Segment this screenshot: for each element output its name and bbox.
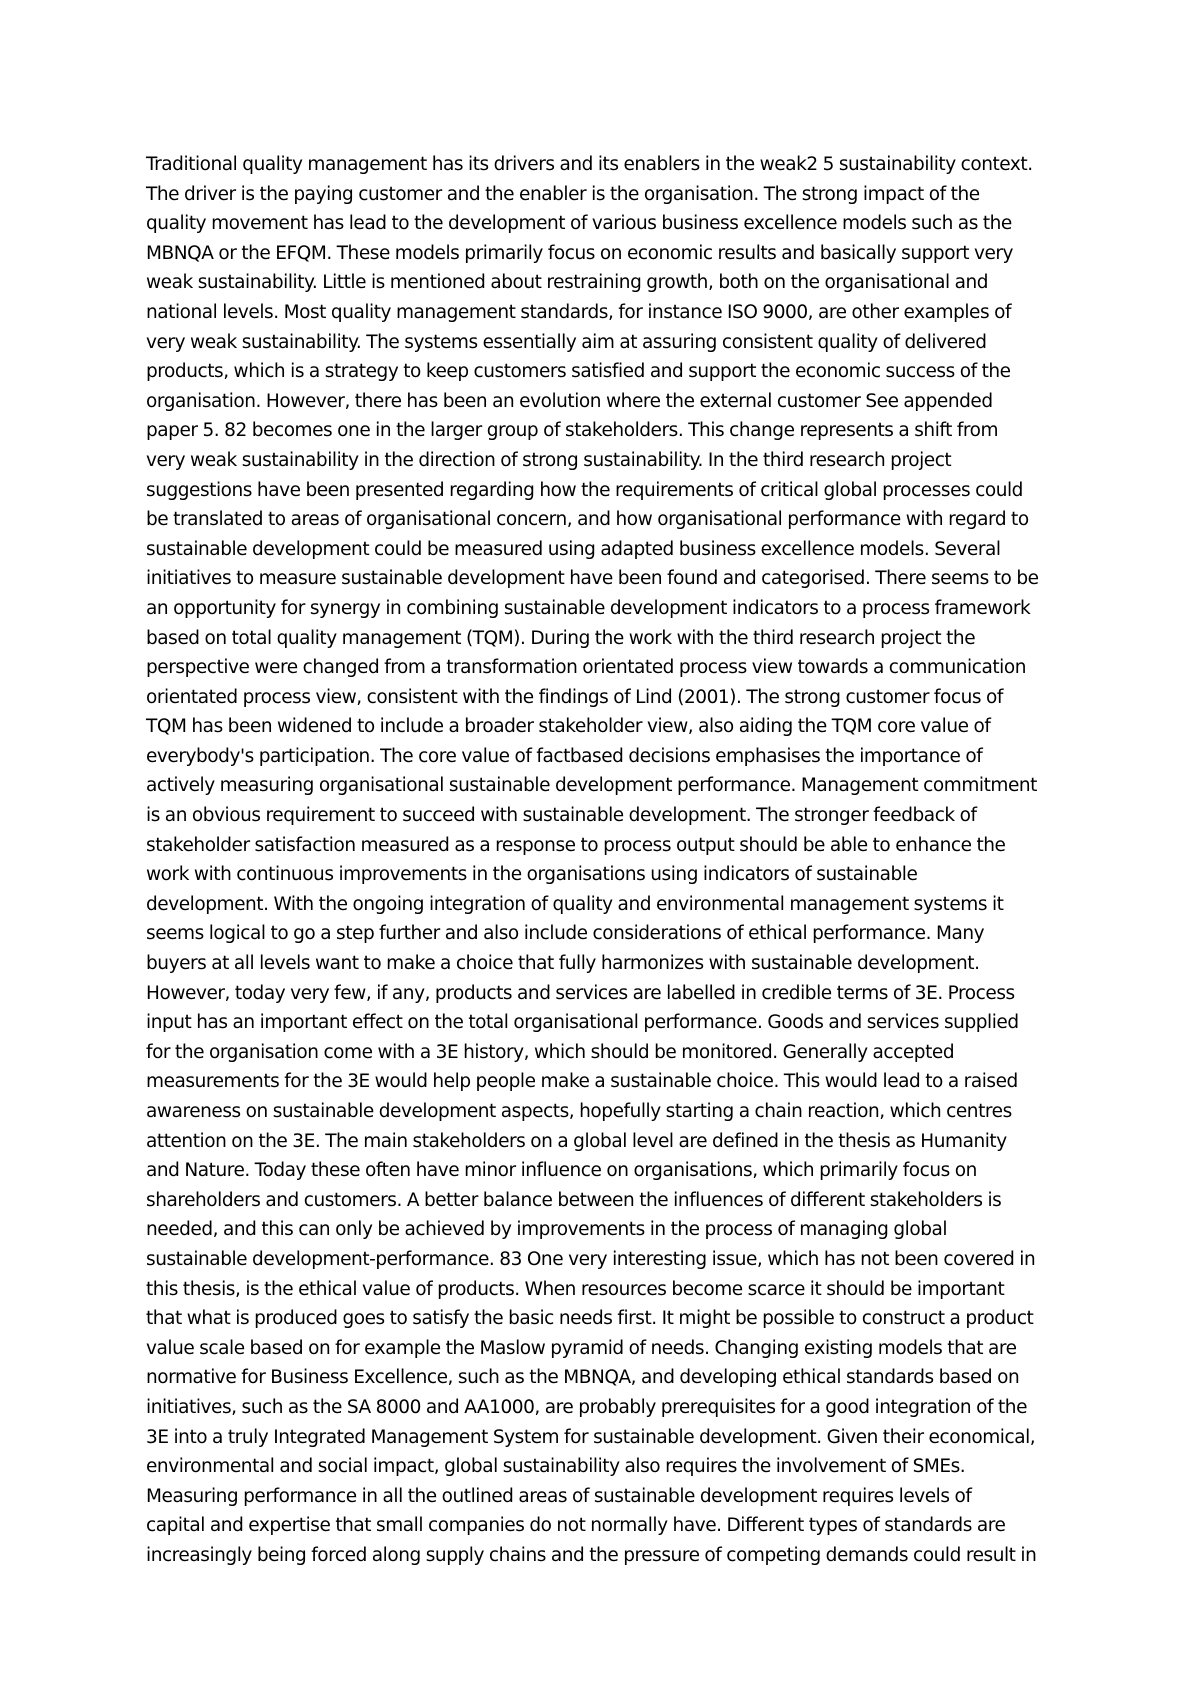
text-line: normative for Business Excellence, such as the MBNQA, and developing ethical standards based on <box>146 1367 1020 1389</box>
text-line: value scale based on for example the Maslow pyramid of needs. Changing existing models that are <box>146 1337 1017 1359</box>
text-line: organisation. However, there has been an evolution where the external customer See appended <box>146 390 993 412</box>
text-line: perspective were changed from a transformation orientated process view towards a communication <box>146 657 1026 679</box>
text-line: quality movement has lead to the development of various business excellence models such as the <box>146 213 1012 235</box>
text-line: that what is produced goes to satisfy the basic needs first. It might be possible to construct a product <box>146 1308 1034 1330</box>
text-line: Traditional quality management has its drivers and its enablers in the weak2 5 sustainability context. <box>146 154 1033 175</box>
text-line: this thesis, is the ethical value of products. When resources become scarce it should be important <box>146 1278 1005 1300</box>
text-line: capital and expertise that small companies do not normally have. Different types of standards are <box>146 1515 1006 1537</box>
text-line: initiatives to measure sustainable development have been found and categorised. There seems to be <box>146 568 1039 590</box>
text-line: 3E into a truly Integrated Management System for sustainable development. Given their economical, <box>146 1426 1036 1448</box>
text-line: very weak sustainability. The systems essentially aim at assuring consistent quality of delivered <box>146 331 987 353</box>
text-line: environmental and social impact, global sustainability also requires the involvement of SMEs. <box>146 1456 966 1478</box>
text-line: sustainable development could be measured using adapted business excellence models. Several <box>146 538 1001 560</box>
text-line: Measuring performance in all the outlined areas of sustainable development requires levels of <box>146 1485 972 1507</box>
text-line: and Nature. Today these often have minor influence on organisations, which primarily focus on <box>146 1160 977 1182</box>
text-line: an opportunity for synergy in combining sustainable development indicators to a process framework <box>146 597 1031 619</box>
text-line: awareness on sustainable development aspects, hopefully starting a chain reaction, which centres <box>146 1101 1012 1122</box>
text-line: input has an important effect on the total organisational performance. Goods and services supplied <box>146 1012 1019 1034</box>
text-line: development. With the ongoing integration of quality and environmental management systems it <box>146 893 1004 915</box>
text-line: be translated to areas of organisational concern, and how organisational performance with regard to <box>146 509 1029 531</box>
text-line: stakeholder satisfaction measured as a response to process output should be able to enhance the <box>146 834 1006 856</box>
text-line: everybody's participation. The core value of factbased decisions emphasises the importance of <box>146 745 983 767</box>
text-line: TQM has been widened to include a broader stakeholder view, also aiding the TQM core value of <box>146 716 991 738</box>
text-line: sustainable development-performance. 83 One very interesting issue, which has not been covered in <box>146 1248 1036 1270</box>
text-line: national levels. Most quality management standards, for instance ISO 9000, are other examples of <box>146 301 1012 323</box>
text-line: paper 5. 82 becomes one in the larger group of stakeholders. This change represents a shift from <box>146 420 999 442</box>
text-line: needed, and this can only be achieved by improvements in the process of managing global <box>146 1219 948 1241</box>
text-line: seems logical to go a step further and also include considerations of ethical performance. Many <box>146 923 985 945</box>
text-line: suggestions have been presented regarding how the requirements of critical global processes could <box>146 479 1023 501</box>
text-line: measurements for the 3E would help people make a sustainable choice. This would lead to a raised <box>146 1071 1018 1093</box>
text-line: very weak sustainability in the direction of strong sustainability. In the third research project <box>146 449 952 471</box>
text-line: The driver is the paying customer and the enabler is the organisation. The strong impact of the <box>146 183 980 205</box>
text-line: actively measuring organisational sustainable development performance. Management commitment <box>146 775 1037 797</box>
text-line: initiatives, such as the SA 8000 and AA1000, are probably prerequisites for a good integration of the <box>146 1396 1027 1418</box>
text-line: orientated process view, consistent with the findings of Lind (2001). The strong customer focus of <box>146 686 1003 708</box>
text-line: shareholders and customers. A better balance between the influences of different stakeholders is <box>146 1189 1002 1211</box>
body-text <box>146 150 1066 1571</box>
text-line: products, which is a strategy to keep customers satisfied and support the economic success of the <box>146 361 1011 383</box>
text-line: However, today very few, if any, products and services are labelled in credible terms of 3E. Process <box>146 982 1015 1004</box>
text-line: increasingly being forced along supply chains and the pressure of competing demands could result in <box>146 1544 1037 1566</box>
text-line: work with continuous improvements in the organisations using indicators of sustainable <box>146 864 918 886</box>
text-line: buyers at all levels want to make a choice that fully harmonizes with sustainable development. <box>146 953 980 975</box>
text-line: attention on the 3E. The main stakeholders on a global level are defined in the thesis as Humanity <box>146 1130 1007 1152</box>
text-line: MBNQA or the EFQM. These models primarily focus on economic results and basically support very <box>146 242 1014 264</box>
text-line: for the organisation come with a 3E history, which should be monitored. Generally accepted <box>146 1041 955 1063</box>
text-line: is an obvious requirement to succeed with sustainable development. The stronger feedback of <box>146 805 977 827</box>
text-line: weak sustainability. Little is mentioned about restraining growth, both on the organisational and <box>146 272 989 294</box>
text-line: based on total quality management (TQM). During the work with the third research project the <box>146 627 976 649</box>
